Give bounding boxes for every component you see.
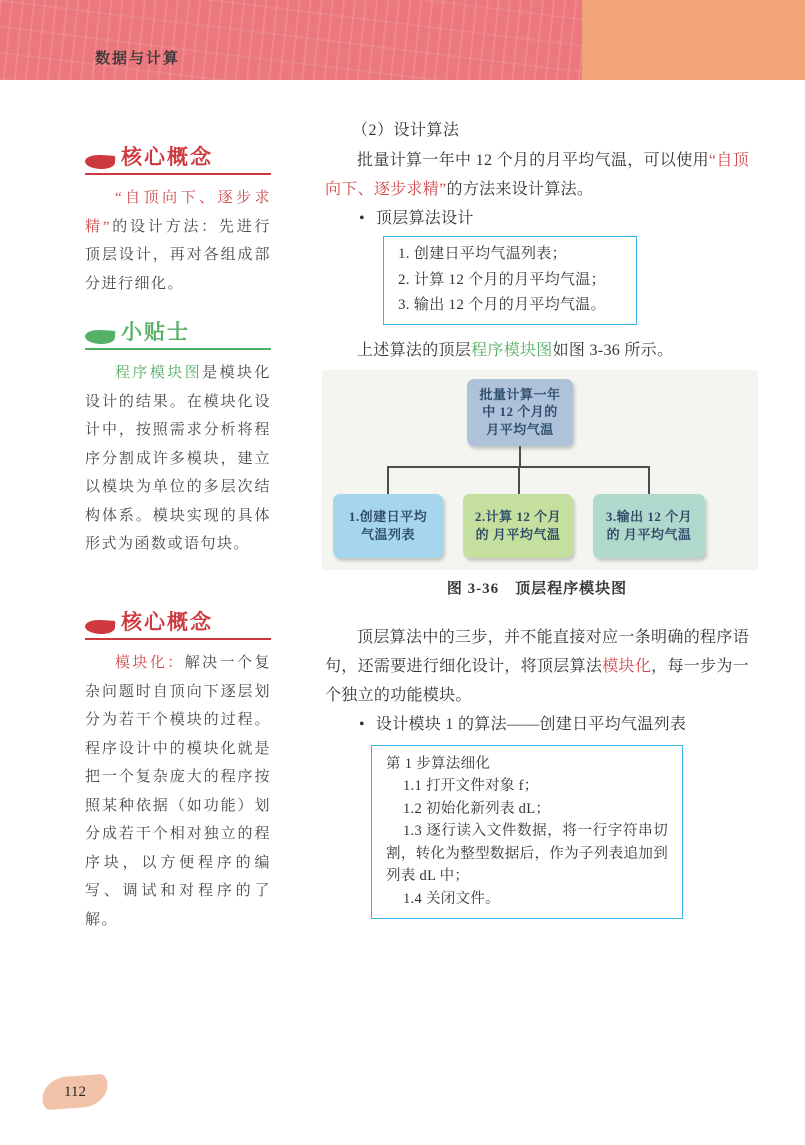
body-text: 批量计算一年中 12 个月的月平均气温，可以使用 [357, 152, 709, 169]
algorithm-step: 1. 创建日平均气温列表； [398, 246, 567, 262]
bullet-text: 顶层算法设计 [375, 210, 474, 227]
leaf-icon [85, 329, 116, 345]
bullet-top-level-design [325, 204, 749, 233]
body-text: 上述算法的顶层 [357, 341, 472, 359]
highlighted-term: 程序模块图 [115, 365, 203, 381]
algorithm-box-title: 第 1 步算法细化 [386, 755, 491, 772]
algorithm-step: 3. 输出 12 个月的月平均气温。 [398, 297, 606, 313]
connector-line [518, 466, 520, 495]
algorithm-step: 1.4 关闭文件。 [403, 890, 500, 907]
highlighted-term: 模块化 [602, 657, 652, 675]
body-text: ，每一步为一个独立的功能模块。 [325, 657, 749, 704]
module-diagram [322, 370, 758, 570]
section-title: 小贴士 [121, 321, 190, 344]
bullet-dot: • [359, 715, 365, 733]
diagram-child-node-1: 1.创建日平均 气温列表 [333, 494, 443, 558]
algorithm-box-top-level [383, 236, 637, 325]
paragraph-figure-ref [325, 336, 749, 365]
margin-notes-sidebar [85, 143, 271, 928]
body-text: 如图 3-36 所示。 [552, 341, 674, 359]
bullet-module-1-design [325, 710, 749, 739]
chapter-title: 数据与计算 [95, 50, 181, 67]
page-header [0, 0, 805, 80]
subsection-heading: （2）设计算法 [352, 122, 460, 139]
section-title: 核心概念 [121, 146, 213, 169]
section-heading [85, 318, 271, 350]
algorithm-step: 1.1 打开文件对象 f； [403, 778, 539, 794]
bullet-text: 设计模块 1 的算法——创建日平均气温列表 [375, 715, 687, 733]
diagram-child-node-3: 3.输出 12 个月的 月平均气温 [593, 494, 705, 558]
bullet-dot: • [359, 210, 365, 227]
body-text: 顶层算法中的三步，并不能直接对应一条明确的程序语句，还需要进行细化设计，将顶层算法 [325, 628, 749, 675]
connector-line [648, 466, 650, 495]
connector-line [387, 466, 389, 495]
page-number: 112 [64, 1083, 86, 1100]
header-accent-block [582, 0, 805, 80]
core-concept-box-1 [85, 143, 271, 298]
diagram-child-node-2: 2.计算 12 个月的 月平均气温 [463, 494, 573, 558]
header-texture-band [0, 0, 582, 80]
diagram-root-node: 批量计算一年 中 12 个月的 月平均气温 [467, 379, 573, 446]
core-concept-box-2 [85, 608, 271, 934]
section-title: 核心概念 [121, 611, 213, 634]
section-body [85, 649, 271, 934]
body-text: 的设计方法：先进行顶层设计，再对各组成部分进行细化。 [85, 218, 271, 292]
algorithm-box-refinement [371, 745, 683, 920]
highlighted-term: “自顶向下、逐步求精” [325, 152, 749, 198]
figure-caption: 图 3-36 顶层程序模块图 [446, 580, 628, 597]
section-body [85, 184, 271, 298]
main-content [325, 116, 749, 919]
highlighted-term: “自顶向下、逐步求精” [85, 190, 271, 235]
paragraph-refinement [325, 623, 749, 710]
algorithm-step: 1.3 逐行读入文件数据，将一行字符串切割，转化为整型数据后，作为子列表追加到列表 dL 中； [386, 823, 668, 884]
paragraph-intro [325, 146, 749, 204]
section-heading [85, 608, 271, 640]
body-text: 的方法来设计算法。 [446, 181, 594, 198]
highlighted-term: 模块化： [115, 655, 185, 671]
section-heading [85, 143, 271, 175]
body-text: 解决一个复杂问题时自顶向下逐层划分为若干个模块的过程。程序设计中的模块化就是把一个复杂庞大的程序按照某种依据（如功能）划分成若干个相对独立的程序块，以方便程序的编写、调试和对程序的了解。 [85, 655, 271, 928]
section-body [85, 359, 271, 559]
page-number-blob [41, 1074, 109, 1111]
highlighted-term: 程序模块图 [471, 341, 553, 359]
algorithm-step: 2. 计算 12 个月的月平均气温； [398, 271, 606, 288]
connector-line [519, 446, 521, 467]
tip-box [85, 318, 271, 559]
leaf-icon [85, 154, 116, 170]
body-text: 是模块化设计的结果。在模块化设计中，按照需求分析将程序分割成许多模块，建立以模块为单位的多层次结构体系。模块实现的具体形式为函数或语句块。 [85, 365, 271, 552]
leaf-icon [85, 619, 116, 635]
algorithm-step: 1.2 初始化新列表 dL； [403, 800, 551, 817]
